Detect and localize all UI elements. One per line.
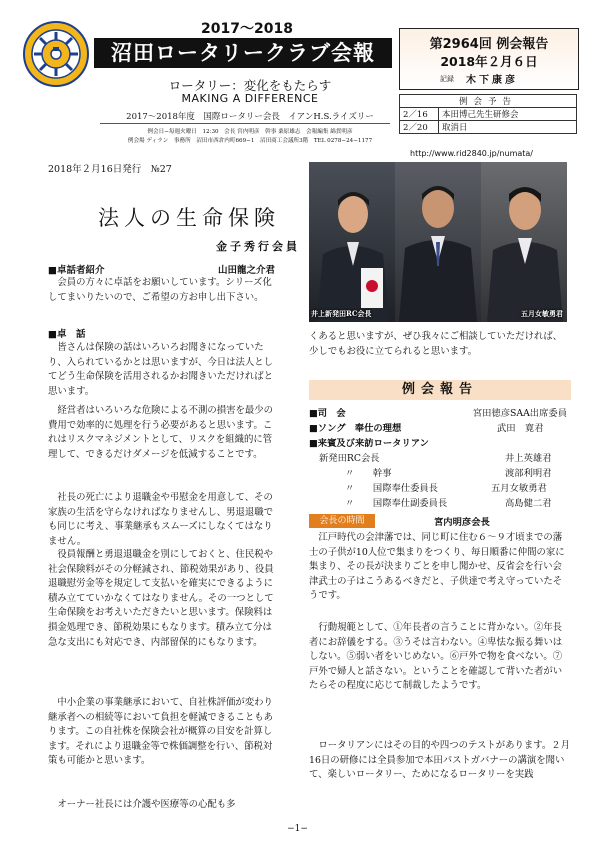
years: 2017〜2018 xyxy=(201,21,293,37)
article-title: 法人の生命保険 xyxy=(98,206,280,230)
meeting-row-label: ■ソング 奉仕の理想 xyxy=(309,423,402,434)
president-paragraph: 江戸時代の会津藩では、同じ町に住む６〜９才頃までの藩士の子供が10人位で集まりをつくり、毎日順番に仲間の家に集まり、その長が決まりごとを申し聞かせ、反省会を行い会津武士の子はこうあるべきだと、子供達で考え守っていたそうです。 xyxy=(309,532,565,602)
talk-paragraph: オーナー社長には介護や医療等の心配も多 xyxy=(57,799,236,810)
schedule-text: 本田博己先生研修会 xyxy=(439,108,577,121)
photo-speaker-left xyxy=(309,162,395,322)
schedule-text: 取消日 xyxy=(439,121,577,134)
meeting-row xyxy=(309,480,571,494)
ri-theme-line: 2017〜2018年度 国際ロータリー会長 イアンH.S.ライズリー xyxy=(126,112,374,122)
club-name-banner: 沼田ロータリークラブ会報 xyxy=(94,38,392,68)
meeting-row xyxy=(309,405,571,419)
meeting-row-value: 高島健二君 xyxy=(505,498,552,509)
caption-left: 井上新発田RC会長 xyxy=(311,309,372,318)
schedule-date: 2／20 xyxy=(400,121,439,134)
president-paragraph: 行動規範として、①年長者の言うことに背かない。②年長者にお辞儀をする。③うそは言わない。④卑怯な振る舞いはしない。⑤弱い者をいじめない。⑥戸外で物を食べない。⑦戸外で婦人と話さない。ということを確認して背いた者がいたらその程度に応じて制裁したようです。 xyxy=(309,622,563,692)
president-name: 宮内明彦会長 xyxy=(434,517,490,528)
meeting-report-banner: 例会報告 xyxy=(309,380,571,400)
rotary-logo xyxy=(22,20,90,88)
meeting-row-value: 井上英雄君 xyxy=(505,453,552,464)
report-box xyxy=(399,28,579,90)
article-author: 金子秀行会員 xyxy=(216,240,300,253)
recorder-label: 記録 xyxy=(440,75,454,83)
schedule-table xyxy=(399,94,577,134)
meeting-row-label: ■来賓及び来訪ロータリアン xyxy=(309,438,429,449)
club-info-line-2: 例会場 ディラン 事務所 沼田市西倉内町669−1 沼田商工会議所3階 TEL 0278−24−1177 xyxy=(127,138,373,144)
talk-paragraph: 役員報酬と勇退退職金を別にしておくと、住民税や社会保険料がその分軽減され、節税効果があり、役員退職慰労金等を規定して支払いを確実にできるように積み立てていかなくてはなりません。その一つとして生命保険をお考えいただきたいと思います。保険料は損金処理でき、節税効果にもなります。積み立て分は急な支出にも対応でき、内部留保的にもなります。 xyxy=(48,549,274,648)
meeting-row-value: 武田 寛君 xyxy=(497,423,544,434)
meeting-row xyxy=(309,465,571,479)
talk-heading: ■卓 話 xyxy=(48,329,86,340)
website-link[interactable]: http://www.rid2840.jp/numata/ xyxy=(410,149,534,158)
issue-info: 2018年２月16日発行 №27 xyxy=(48,164,172,175)
meeting-row xyxy=(309,450,571,464)
header-divider xyxy=(100,123,390,124)
schedule-row xyxy=(400,121,577,134)
report-date: 2018年２月６日 xyxy=(440,54,538,69)
schedule-row xyxy=(400,108,577,121)
meeting-row-label: 〃 幹事 xyxy=(345,468,392,479)
talk-paragraph: 皆さんは保険の話はいろいろお聞きになっていたり、入られているかとは思いますが、今日は法人としてどう生命保険を活用されるかお聞きいただければと思います。 xyxy=(48,342,274,397)
motto-english: MAKING A DIFFERENCE xyxy=(181,92,319,105)
meeting-row xyxy=(309,435,571,449)
motto-japanese: ロータリー：変化をもたらす xyxy=(168,78,332,93)
intro-heading: ■卓話者紹介 xyxy=(48,265,105,276)
talk-continued: くあると思いますが、ぜひ我々にご相談していただければ、少しでもお役に立てられると思います。 xyxy=(309,331,563,357)
presidents-time-tag: 会長の時間 xyxy=(309,514,375,528)
caption-right: 五月女敏勇君 xyxy=(521,309,563,318)
meeting-row-label: 〃 国際奉仕委員長 xyxy=(345,483,438,494)
recorder-name: 木下康彦 xyxy=(466,75,518,86)
meeting-row-value: 渡部利明君 xyxy=(505,468,552,479)
photo-speaker-center xyxy=(395,162,481,322)
page-number: −1− xyxy=(287,824,308,834)
schedule-date: 2／16 xyxy=(400,108,439,121)
talk-paragraph: 中小企業の事業継承において、自社株評価が変わり継承者への相続等において負担を軽減できることもあります。この自社株を保険会社が概算の目安を計算します。それにより退職金等で株価調整を行い、節税対策も可能かと思います。 xyxy=(48,697,274,767)
meeting-row-value: 五月女敏勇君 xyxy=(491,483,547,494)
schedule-title: 例会予告 xyxy=(400,95,577,108)
talk-paragraph: 経営者はいろいろな危険による不測の損害を最少の費用で効率的に処理を行う必要があると思います。これはリスクマネジメントとして、リスクを組織的に管理して、できるだけダメージを低減することです。 xyxy=(48,405,274,460)
meeting-row-label: 〃 国際奉仕副委員長 xyxy=(345,498,448,509)
meeting-row-label: ■司 会 xyxy=(309,408,346,419)
meeting-row xyxy=(309,420,571,434)
photo-speaker-right xyxy=(481,162,567,322)
meeting-row xyxy=(309,495,571,509)
president-paragraph: ロータリアンにはその目的や四つのテストがあります。２月16日の研修には全員参加で本田パストガバナーの講演を聞いて、楽しいロータリー、ためになるロータリーを実践 xyxy=(309,740,571,781)
intro-presenter: 山田龍之介君 xyxy=(218,265,276,276)
talk-paragraph: 社長の死亡により退職金や弔慰金を用意して、その家族の生活を守らなければなりませんし、男退退職でも同じに考え、事業継承もスムーズにしなくてはなりません。 xyxy=(48,492,274,547)
meeting-row-value: 宮田徳彦SAA出席委員 xyxy=(472,408,567,419)
meeting-row-label: 新発田RC会長 xyxy=(319,453,380,464)
intro-text: 会員の方々に卓話をお願いしています。シリーズ化してまいりたいので、ご希望の方お申し出下さい。 xyxy=(48,277,272,303)
meeting-photo xyxy=(309,162,567,322)
club-info-line-1: 例会日−毎週火曜日 12:30 会長 宮内明彦 幹事 桑原雄志 会報編集 綿貫明彦 xyxy=(147,129,353,135)
report-number: 第2964回 例会報告 xyxy=(429,37,549,52)
